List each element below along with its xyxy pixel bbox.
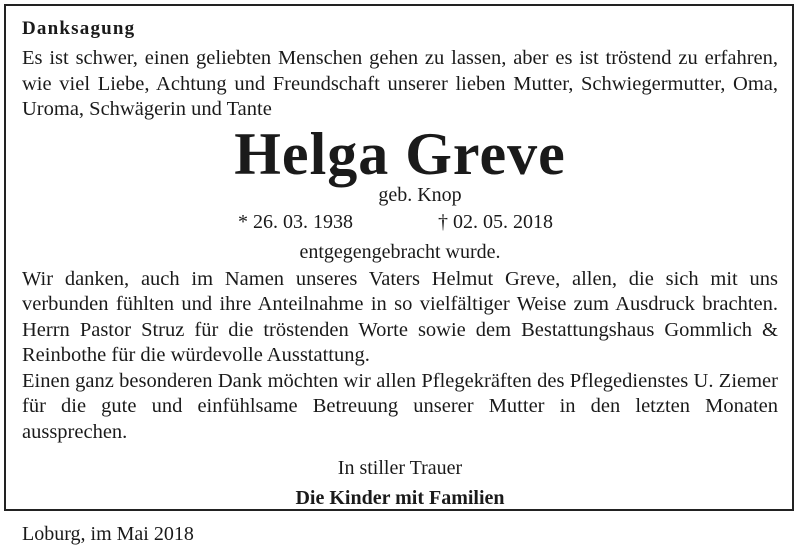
received-line: entgegengebracht wurde.	[299, 240, 501, 263]
intro-paragraph: Es ist schwer, einen geliebten Menschen gehen zu lassen, aber es ist tröstend zu erfahren, wie viel Liebe, Achtung und Freundschaft unserer lieben Mutter, Schwiegermutter, Oma, Uroma, Schwägerin und Tante	[22, 47, 778, 120]
mourning-line: In stiller Trauer	[337, 457, 463, 479]
place-date: Loburg, im Mai 2018	[22, 523, 194, 545]
obituary-notice	[22, 16, 778, 547]
life-dates	[22, 207, 778, 237]
signature-line: Die Kinder mit Familien	[295, 487, 505, 509]
birth-date: * 26. 03. 1938	[238, 210, 353, 233]
notice-heading: Danksagung	[22, 18, 136, 39]
maiden-name: geb. Knop	[378, 183, 462, 206]
closing-block	[22, 453, 778, 513]
death-date: † 02. 05. 2018	[438, 210, 553, 233]
thanks-paragraph-2: Einen ganz besonderen Dank möchten wir allen Pflegekräften des Pflegedienstes U. Ziemer für die gute und einfühlsame Betreuung unserer Mutter in den letzten Monaten aussprechen.	[22, 369, 778, 443]
deceased-name: Helga Greve	[234, 120, 566, 187]
thanks-paragraph-1: Wir danken, auch im Namen unseres Vaters Helmut Greve, allen, die sich mit uns verbunden fühlten und ihre Anteilnahme in so vielfältiger Weise zum Ausdruck brachten. Herrn Pastor Struz für die tröstenden Worte sowie dem Bestattungshaus Gommlich & Reinbothe für die würdevolle Ausstattung.	[22, 267, 778, 366]
